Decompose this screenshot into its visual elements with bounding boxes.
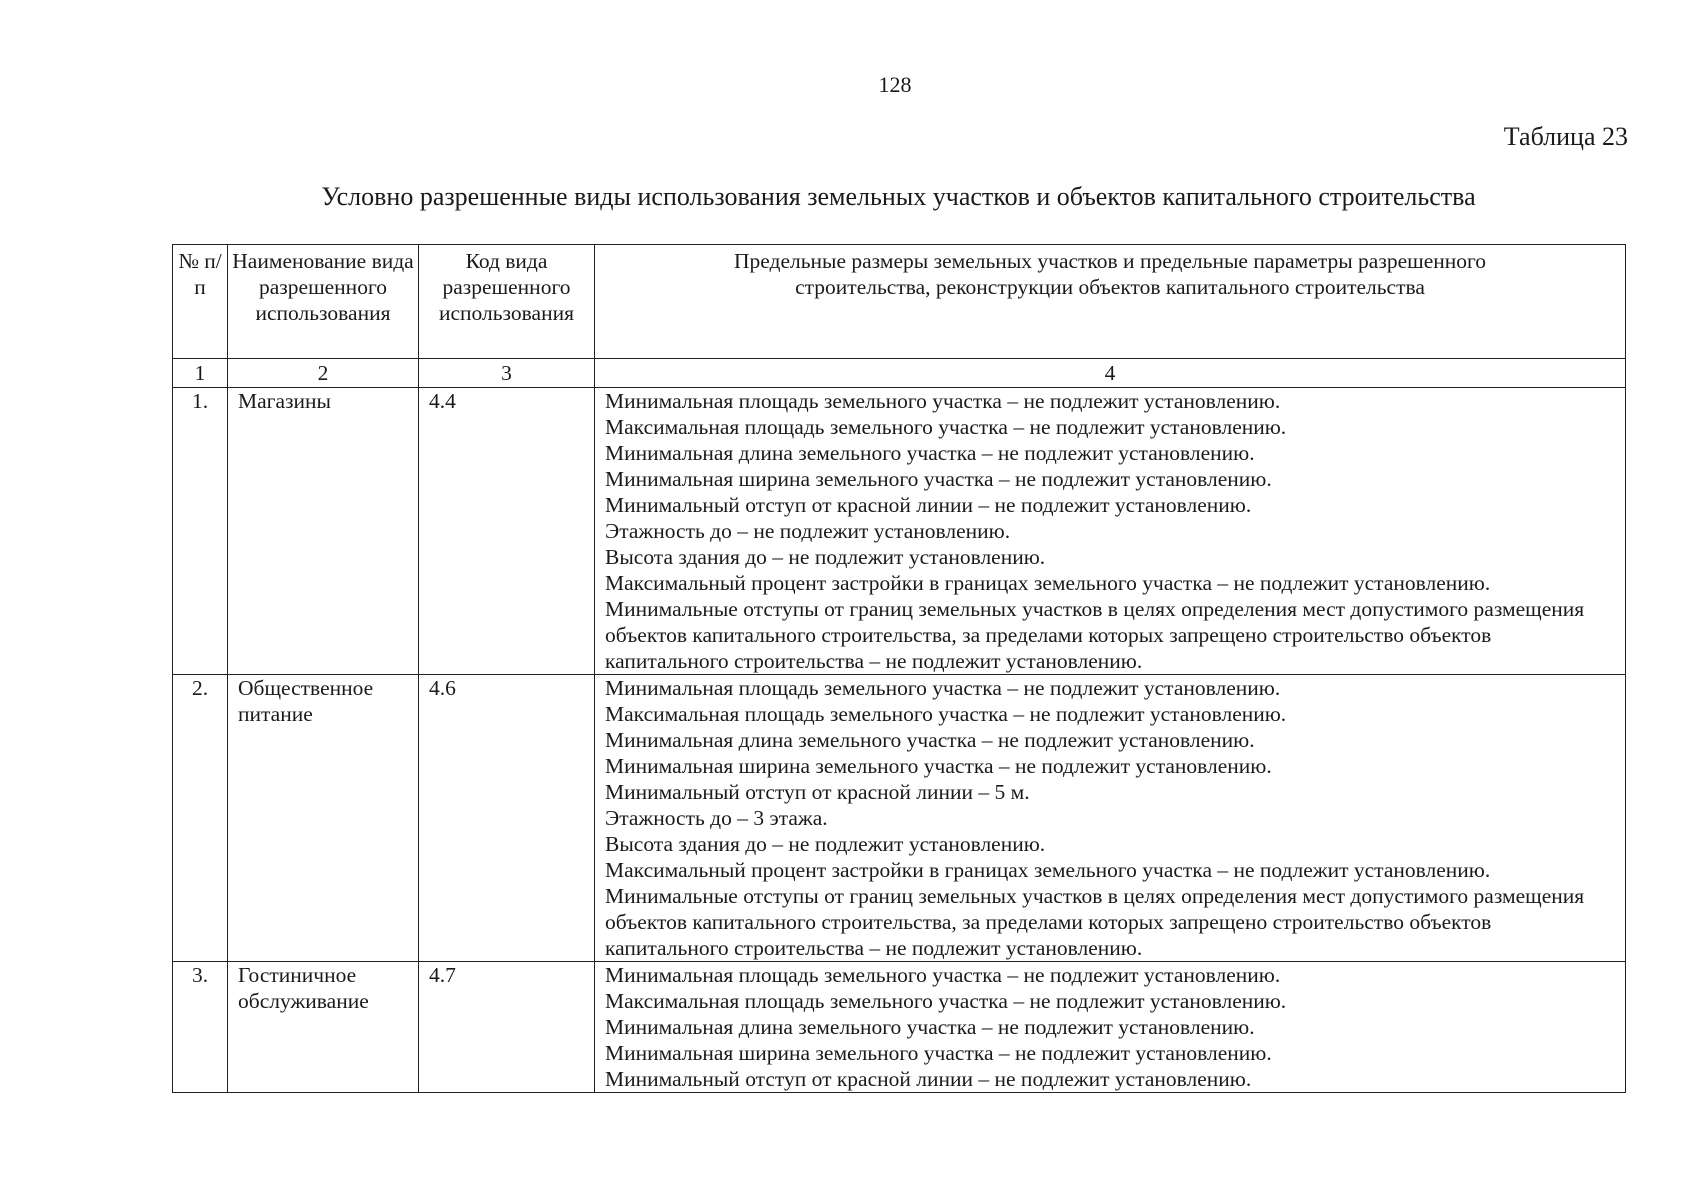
param-line: Минимальный отступ от красной линии – не подлежит установлению. (605, 1067, 1252, 1091)
land-use-table (172, 244, 1626, 1093)
param-line: Минимальная ширина земельного участка – не подлежит установлению. (605, 467, 1272, 491)
header-code: Код вида разрешенного использования (419, 245, 595, 359)
param-line: Максимальный процент застройки в границах земельного участка – не подлежит установлению. (605, 571, 1491, 595)
param-line: Минимальная длина земельного участка – не подлежит установлению. (605, 728, 1255, 752)
param-line: Минимальная ширина земельного участка – не подлежит установлению. (605, 754, 1272, 778)
table-row (173, 962, 1626, 1093)
table-row (173, 388, 1626, 675)
param-line: Этажность до – не подлежит установлению. (605, 519, 1011, 543)
header-num: № п/п (173, 245, 228, 359)
header-name: Наименование вида разрешенного использования (228, 245, 419, 359)
header-params: Предельные размеры земельных участков и предельные параметры разрешенного строительства, реконструкции объектов капитального строительства (595, 245, 1626, 359)
param-line: Минимальная ширина земельного участка – не подлежит установлению. (605, 1041, 1272, 1065)
param-line: Минимальная площадь земельного участка – не подлежит установлению. (605, 676, 1281, 700)
row-number: 1. (173, 388, 228, 675)
column-number: 1 (173, 359, 228, 388)
params-cell (595, 388, 1626, 675)
use-code: 4.4 (419, 388, 595, 675)
use-code: 4.6 (419, 675, 595, 962)
table-label: Таблица 23 (1503, 122, 1628, 151)
column-number-row (173, 359, 1626, 388)
use-name: Общественное питание (228, 675, 419, 962)
column-number: 3 (419, 359, 595, 388)
param-line: Максимальная площадь земельного участка – не подлежит установлению. (605, 702, 1287, 726)
param-line: Высота здания до – не подлежит установлению. (605, 832, 1046, 856)
param-line: Максимальная площадь земельного участка – не подлежит установлению. (605, 989, 1287, 1013)
params-cell (595, 962, 1626, 1093)
param-line: Максимальная площадь земельного участка – не подлежит установлению. (605, 415, 1287, 439)
param-line: Минимальная длина земельного участка – не подлежит установлению. (605, 441, 1255, 465)
use-code: 4.7 (419, 962, 595, 1093)
params-cell (595, 675, 1626, 962)
param-line: Минимальные отступы от границ земельных участков в целях определения мест допустимого размещения объектов капитального строительства, за пределами которых запрещено строительство объектов капитального строительства – не подлежит установлению. (605, 884, 1585, 960)
use-name: Магазины (228, 388, 419, 675)
param-line: Этажность до – 3 этажа. (605, 806, 828, 830)
use-name: Гостиничное обслуживание (228, 962, 419, 1093)
param-line: Минимальная площадь земельного участка – не подлежит установлению. (605, 389, 1281, 413)
param-line: Минимальный отступ от красной линии – 5 м. (605, 780, 1030, 804)
param-line: Минимальная площадь земельного участка – не подлежит установлению. (605, 963, 1281, 987)
row-number: 2. (173, 675, 228, 962)
param-line: Высота здания до – не подлежит установлению. (605, 545, 1046, 569)
param-line: Минимальная длина земельного участка – не подлежит установлению. (605, 1015, 1255, 1039)
table-row (173, 675, 1626, 962)
page-number: 128 (878, 72, 912, 97)
row-number: 3. (173, 962, 228, 1093)
param-line: Минимальный отступ от красной линии – не подлежит установлению. (605, 493, 1252, 517)
param-line: Минимальные отступы от границ земельных участков в целях определения мест допустимого размещения объектов капитального строительства, за пределами которых запрещено строительство объектов капитального строительства – не подлежит установлению. (605, 597, 1585, 673)
column-number: 4 (595, 359, 1626, 388)
column-number: 2 (228, 359, 419, 388)
param-line: Максимальный процент застройки в границах земельного участка – не подлежит установлению. (605, 858, 1491, 882)
table-title: Условно разрешенные виды использования земельных участков и объектов капитального строительства (321, 182, 1476, 211)
header-row (173, 245, 1626, 359)
